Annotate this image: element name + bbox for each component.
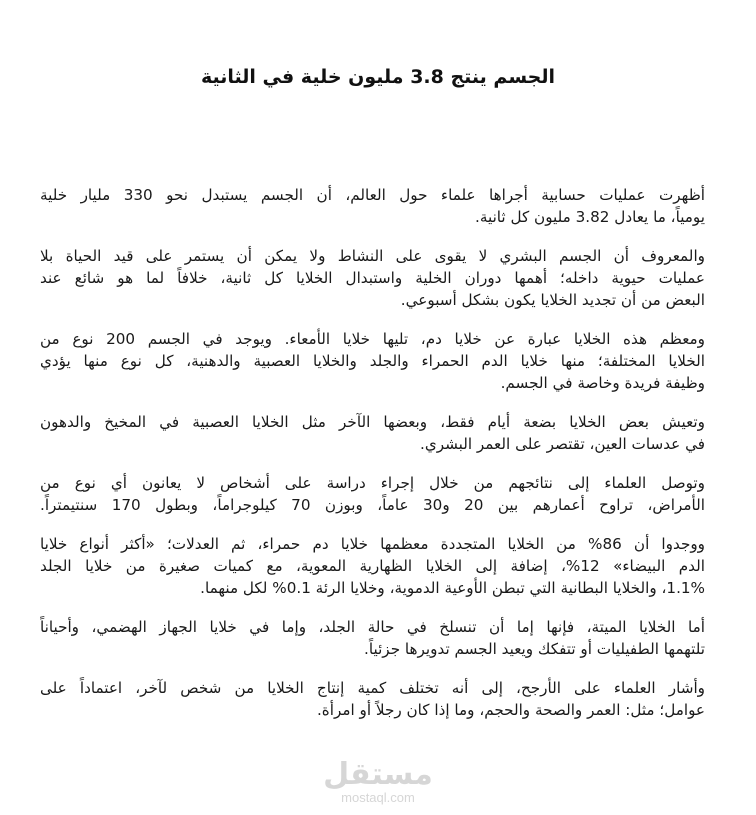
text-line: البعض من أن تجديد الخلايا يكون بشكل أسبوعي. bbox=[400, 291, 705, 309]
paragraph-7 bbox=[40, 616, 705, 660]
text-line: وتوصل العلماء إلى نتائجهم من خلال إجراء دراسة على أشخاص لا يعانون أي نوع من bbox=[40, 474, 705, 492]
text-line: يومياً، ما يعادل 3.82 مليون كل ثانية. bbox=[475, 208, 705, 226]
paragraph-5 bbox=[40, 472, 705, 516]
text-line: أما الخلايا الميتة، فإنها إما أن تنسلخ في حالة الجلد، وإما في خلايا الجهاز الهضمي، وأحياناً bbox=[40, 618, 705, 636]
paragraph-2 bbox=[40, 245, 705, 311]
paragraph-4 bbox=[40, 411, 705, 455]
document-body bbox=[40, 184, 705, 738]
text-line: وأشار العلماء على الأرجح، إلى أنه تختلف كمية إنتاج الخلايا من شخص لآخر، اعتماداً على bbox=[40, 679, 705, 697]
mostaql-watermark bbox=[318, 757, 438, 805]
text-line: 1.1%، والخلايا البطانية التي تبطن الأوعية الدموية، وخلايا الرئة 0.1% لكل منهما. bbox=[200, 579, 705, 597]
text-line: عوامل؛ مثل: العمر والصحة والحجم، وما إذا كان رجلاً أو امرأة. bbox=[316, 701, 705, 719]
paragraph-1 bbox=[40, 184, 705, 228]
text-line: ومعظم هذه الخلايا عبارة عن خلايا دم، تليها خلايا الأمعاء. ويوجد في الجسم 200 نوع من bbox=[40, 330, 705, 348]
text-line: وظيفة فريدة وخاصة في الجسم. bbox=[500, 374, 705, 392]
document-title: الجسم ينتج 3.8 مليون خلية في الثانية bbox=[200, 66, 556, 88]
text-line: الخلايا المختلفة؛ منها خلايا الدم الحمراء والجلد والخلايا العصبية والدهنية، كل نوع منها يؤدي bbox=[40, 352, 705, 370]
watermark-logo-latin: mostaql.com bbox=[341, 790, 415, 805]
paragraph-6 bbox=[40, 533, 705, 599]
paragraph-3 bbox=[40, 328, 705, 394]
text-line: تلتهمها الطفيليات أو تتفكك ويعيد الجسم تدويرها جزئياً. bbox=[364, 640, 705, 658]
text-line: والمعروف أن الجسم البشري لا يقوى على النشاط ولا يمكن أن يستمر على قيد الحياة بلا bbox=[40, 247, 705, 265]
paragraph-8 bbox=[40, 677, 705, 721]
text-line: عمليات حيوية داخله؛ أهمها دوران الخلية واستبدال الخلايا كل ثانية، خلافاً لما هو شائع عند bbox=[40, 269, 705, 287]
text-line: الدم البيضاء» 12%، إضافة إلى الخلايا الظهارية المعوية، مع كميات صغيرة من خلايا الجلد bbox=[40, 557, 706, 575]
text-line: وتعيش بعض الخلايا بضعة أيام فقط، وبعضها الآخر مثل الخلايا العصبية في المخيخ والدهون bbox=[40, 413, 705, 431]
text-line: أظهرت عمليات حسابية أجراها علماء حول العالم، أن الجسم يستبدل نحو 330 مليار خلية bbox=[40, 186, 705, 204]
text-line: في عدسات العين، تقتصر على العمر البشري. bbox=[420, 435, 705, 453]
text-line: ووجدوا أن 86% من الخلايا المتجددة معظمها خلايا دم حمراء، ثم العدلات؛ «أكثر أنواع خلايا bbox=[40, 535, 705, 553]
text-line: الأمراض، تراوح أعمارهم بين 20 و30 عاماً، وبوزن 70 كيلوجراماً، وبطول 170 سنتيمتراً. bbox=[40, 496, 706, 514]
watermark-logo-arabic: مستقل bbox=[323, 757, 433, 792]
